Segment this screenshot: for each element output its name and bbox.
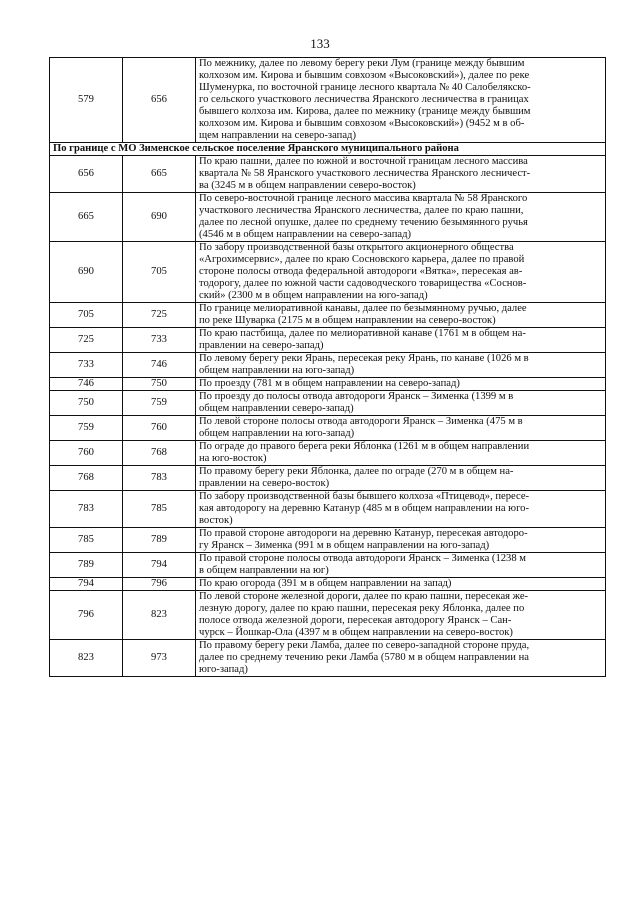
description-line: По проезду (781 м в общем направлении на северо-запад) [199,378,460,389]
table-row [50,242,606,303]
table-row [50,578,606,591]
table-row [50,58,606,143]
table-row [50,416,606,441]
page-number: 133 [310,36,330,51]
section-title: По границе с МО Зименское сельское поселение Яранского муниципального района [50,143,606,156]
boundary-description [196,640,606,677]
point-from: 690 [50,242,123,303]
description-line: По левому берегу реки Ярань, пересекая реку Ярань, по канаве (1026 м в [199,353,529,364]
table-row [50,491,606,528]
table-row [50,441,606,466]
description-line: По правому берегу реки Ламба, далее по северо-западной стороне пруда, [199,640,530,651]
description-line: квартала № 58 Яранского участкового лесничества Яранского лесничест- [199,168,531,179]
point-to: 759 [123,391,196,416]
table-row [50,328,606,353]
section-header-row [50,143,606,156]
point-from: 579 [50,58,123,143]
description-line: По краю пашни, далее по южной и восточной границам лесного массива [199,156,528,167]
description-line: По межнику, далее по левому берегу реки Лум (границе между бывшим [199,58,525,69]
table-row [50,528,606,553]
description-line: участкового лесничества Яранского лесничества, далее по краю пашни, [199,205,524,216]
point-to: 768 [123,441,196,466]
boundary-description [196,591,606,640]
description-line: По правой стороне полосы отвода автодороги Яранск – Зименка (1238 м [199,553,526,564]
point-to: 760 [123,416,196,441]
boundary-description [196,553,606,578]
description-line: общем направлении северо-запад) [199,403,354,414]
boundary-description [196,378,606,391]
point-to: 823 [123,591,196,640]
boundary-table [49,57,606,677]
table-row [50,156,606,193]
point-from: 656 [50,156,123,193]
description-line: восток) [199,515,233,526]
point-to: 750 [123,378,196,391]
point-to: 794 [123,553,196,578]
description-line: По правому берегу реки Яблонка, далее по ограде (270 м в общем на- [199,466,514,477]
description-line: (4546 м в общем направлении на северо-запад) [199,229,412,240]
boundary-description [196,391,606,416]
point-from: 750 [50,391,123,416]
description-line: По северо-восточной границе лесного массива квартала № 58 Яранского [199,193,528,204]
table-row [50,193,606,242]
description-line: «Агрохимсервис», далее по краю Сосновского карьера, далее по правой [199,254,525,265]
point-from: 823 [50,640,123,677]
description-line: правлении на северо-запад) [199,340,324,351]
description-line: По краю огорода (391 м в общем направлении на запад) [199,578,452,589]
description-line: правлении на северо-восток) [199,478,330,489]
point-to: 746 [123,353,196,378]
boundary-description [196,328,606,353]
table-row [50,303,606,328]
point-to: 796 [123,578,196,591]
table-row [50,378,606,391]
boundary-description [196,242,606,303]
point-from: 794 [50,578,123,591]
point-from: 665 [50,193,123,242]
description-line: общем направлении на юго-запад) [199,428,355,439]
description-line: По левой стороне железной дороги, далее по краю пашни, пересекая же- [199,591,529,602]
description-line: кая автодорогу на деревню Катанур (485 м в общем направлении на юго- [199,503,529,514]
boundary-table-body [50,58,606,677]
point-from: 789 [50,553,123,578]
point-to: 785 [123,491,196,528]
description-line: По левой стороне полосы отвода автодороги Яранск – Зименка (475 м в [199,416,523,427]
boundary-description [196,353,606,378]
description-line: колхозом им. Кирова и бывшим совхозом «Высоковский») (9452 м в об- [199,118,525,129]
boundary-description [196,441,606,466]
point-to: 690 [123,193,196,242]
description-line: ва (3245 м в общем направлении северо-восток) [199,180,416,191]
description-line: бывшего колхоза им. Кирова, далее по межнику (границе между бывшим [199,106,531,117]
table-row [50,466,606,491]
table-row [50,391,606,416]
description-line: в общем направлении на юг) [199,565,329,576]
point-from: 760 [50,441,123,466]
boundary-description [196,303,606,328]
description-line: колхозом им. Кирова и бывшим совхозом «Высоковский»), далее по реке [199,70,530,81]
description-line: тодорогу, далее по южной части садоводческого товарищества «Соснов- [199,278,527,289]
boundary-description [196,193,606,242]
boundary-description [196,491,606,528]
description-line: гу Яранск – Зименка (991 м в общем направлении на юго-запад) [199,540,490,551]
description-line: По краю пастбища, далее по мелиоративной канаве (1761 м в общем на- [199,328,526,339]
point-from: 725 [50,328,123,353]
description-line: юго-запад) [199,664,248,675]
point-from: 783 [50,491,123,528]
description-line: ский» (2300 м в общем направлении на юго-запад) [199,290,428,301]
boundary-description [196,156,606,193]
description-line: Шуменурка, по восточной границе лесного квартала № 40 Салобелякско- [199,82,531,93]
table-row [50,591,606,640]
description-line: далее по среднему течению реки Ламба (5780 м в общем направлении на [199,652,529,663]
point-to: 665 [123,156,196,193]
point-to: 725 [123,303,196,328]
description-line: По ограде до правого берега реки Яблонка (1261 м в общем направлении [199,441,530,452]
boundary-description [196,58,606,143]
point-to: 733 [123,328,196,353]
point-from: 705 [50,303,123,328]
point-from: 746 [50,378,123,391]
description-line: лезную дорогу, далее по краю пашни, пересекая реку Яблонка, далее по [199,603,525,614]
boundary-description [196,578,606,591]
description-line: го сельского участкового лесничества Яранского лесничества в границах [199,94,529,105]
point-from: 733 [50,353,123,378]
description-line: по реке Шуварка (2175 м в общем направлении на северо-восток) [199,315,496,326]
description-line: щем направлении на северо-запад) [199,130,356,141]
boundary-description [196,466,606,491]
table-row [50,553,606,578]
point-to: 789 [123,528,196,553]
point-to: 656 [123,58,196,143]
description-line: далее по лесной опушке, далее по среднему течению безымянного ручья [199,217,528,228]
description-line: По правой стороне автодороги на деревню Катанур, пересекая автодоро- [199,528,528,539]
point-from: 759 [50,416,123,441]
boundary-description [196,528,606,553]
point-from: 785 [50,528,123,553]
description-line: По границе мелиоративной канавы, далее по безымянному ручью, далее [199,303,527,314]
point-from: 768 [50,466,123,491]
description-line: По забору производственной базы открытого акционерного общества [199,242,514,253]
point-to: 783 [123,466,196,491]
description-line: общем направлении на юго-запад) [199,365,355,376]
description-line: полосе отвода железной дороги, пересекая автодорогу Яранск – Сан- [199,615,512,626]
description-line: стороне полосы отвода федеральной автодороги «Вятка», пересекая ав- [199,266,523,277]
description-line: чурск – Йошкар-Ола (4397 м в общем направлении на северо-восток) [199,627,513,638]
point-from: 796 [50,591,123,640]
point-to: 973 [123,640,196,677]
table-row [50,353,606,378]
description-line: на юго-восток) [199,453,267,464]
point-to: 705 [123,242,196,303]
table-row [50,640,606,677]
description-line: По проезду до полосы отвода автодороги Яранск – Зименка (1399 м в [199,391,514,402]
description-line: По забору производственной базы бывшего колхоза «Птицевод», пересе- [199,491,530,502]
boundary-description [196,416,606,441]
